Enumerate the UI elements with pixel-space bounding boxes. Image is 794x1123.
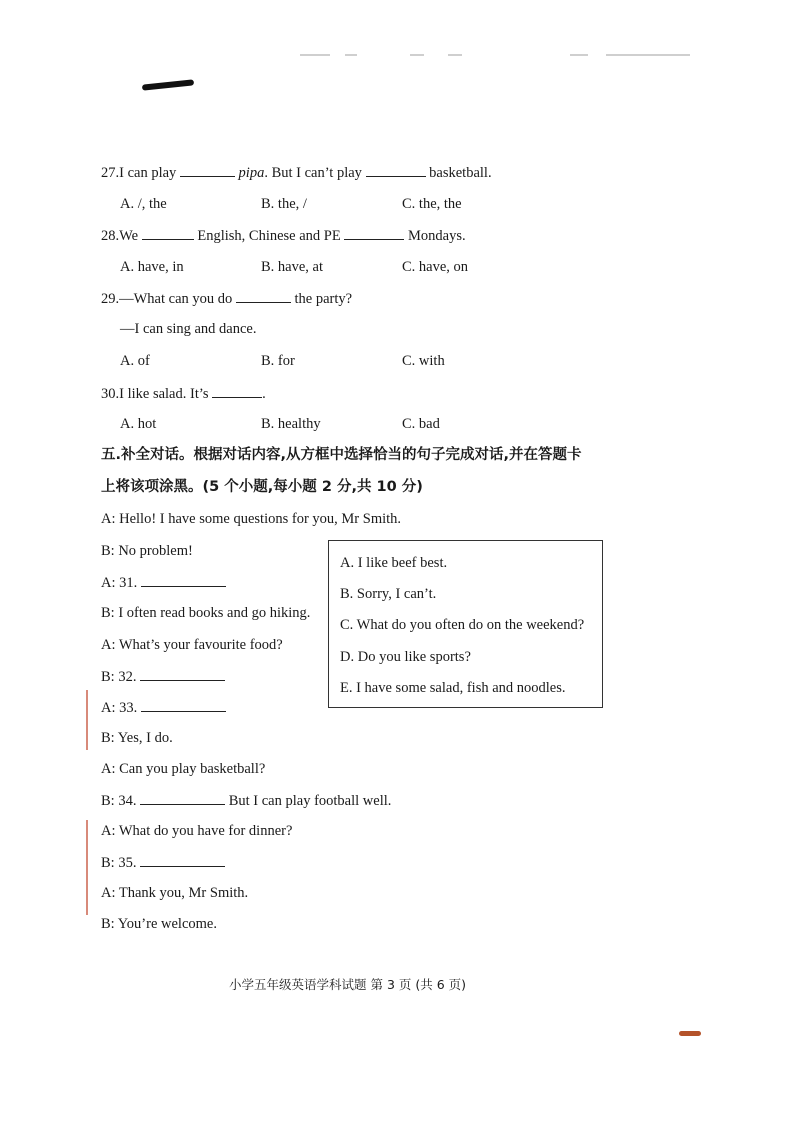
answer-blank xyxy=(140,667,225,681)
question-29-reply: —I can sing and dance. xyxy=(120,321,257,337)
answer-blank xyxy=(140,853,225,867)
dialogue-line: A: What’s your favourite food? xyxy=(101,637,283,653)
choice-a: A. I like beef best. xyxy=(340,555,448,571)
dialogue-line: A: What do you have for dinner? xyxy=(101,823,293,839)
answer-blank xyxy=(236,289,291,303)
section-heading-cont: 上将该项涂黑。(5 个小题,每小题 2 分,共 10 分) xyxy=(101,479,423,495)
dialogue-line: A: Thank you, Mr Smith. xyxy=(101,885,249,901)
question-29: 29.—What can you do the party? xyxy=(101,291,353,307)
question-28: 28.We English, Chinese and PE Mondays. xyxy=(101,228,466,244)
scan-faint-mark xyxy=(300,54,330,56)
option-28-c: C. have, on xyxy=(402,259,469,275)
answer-blank xyxy=(141,573,226,587)
answer-blank xyxy=(212,384,262,398)
option-29-b: B. for xyxy=(261,353,295,369)
dialogue-line: B: No problem! xyxy=(101,543,193,559)
answer-blank xyxy=(142,226,194,240)
choice-e: E. I have some salad, fish and noodles. xyxy=(340,680,566,696)
dialogue-line-35: B: 35. xyxy=(101,853,225,872)
option-30-c: C. bad xyxy=(402,416,440,432)
dialogue-line: B: Yes, I do. xyxy=(101,730,173,746)
option-27-c: C. the, the xyxy=(402,196,462,212)
option-29-a: A. of xyxy=(120,353,150,369)
scan-ink-stroke xyxy=(142,79,194,90)
choice-d: D. Do you like sports? xyxy=(340,649,471,665)
question-30: 30.I like salad. It’s . xyxy=(101,386,266,402)
answer-blank xyxy=(141,698,226,712)
scan-faint-mark xyxy=(410,54,424,56)
section-heading: 五.补全对话。根据对话内容,从方框中选择恰当的句子完成对话,并在答题卡 xyxy=(101,447,582,463)
answer-blank xyxy=(366,163,426,177)
option-29-c: C. with xyxy=(402,353,445,369)
page-footer: 小学五年级英语学科试题 第 3 页 (共 6 页) xyxy=(229,977,467,992)
scan-red-mark xyxy=(679,1031,701,1036)
dialogue-line: B: You’re welcome. xyxy=(101,916,217,932)
choice-box xyxy=(328,540,603,708)
answer-blank xyxy=(140,791,225,805)
answer-blank xyxy=(180,163,235,177)
dialogue-line: B: I often read books and go hiking. xyxy=(101,605,311,621)
scan-faint-mark xyxy=(345,54,357,56)
option-30-b: B. healthy xyxy=(261,416,321,432)
scan-edge-line xyxy=(86,690,88,750)
dialogue-line-32: B: 32. xyxy=(101,667,225,686)
scan-edge-line xyxy=(86,820,88,915)
scan-faint-mark xyxy=(606,54,690,56)
scan-faint-mark xyxy=(448,54,462,56)
dialogue-line: A: Can you play basketball? xyxy=(101,761,266,777)
choice-c: C. What do you often do on the weekend? xyxy=(340,617,585,633)
option-30-a: A. hot xyxy=(120,416,157,432)
dialogue-line-33: A: 33. xyxy=(101,698,226,717)
dialogue-line: A: Hello! I have some questions for you, Mr Smith. xyxy=(101,511,402,527)
question-27: 27.I can play pipa. But I can’t play basketball. xyxy=(101,165,492,181)
scan-faint-mark xyxy=(570,54,588,56)
option-27-a: A. /, the xyxy=(120,196,167,212)
choice-b: B. Sorry, I can’t. xyxy=(340,586,437,602)
answer-blank xyxy=(344,226,404,240)
dialogue-line-34: B: 34. But I can play football well. xyxy=(101,793,392,809)
option-28-b: B. have, at xyxy=(261,259,324,275)
option-27-b: B. the, / xyxy=(261,196,307,212)
dialogue-line-31: A: 31. xyxy=(101,573,226,592)
option-28-a: A. have, in xyxy=(120,259,184,275)
